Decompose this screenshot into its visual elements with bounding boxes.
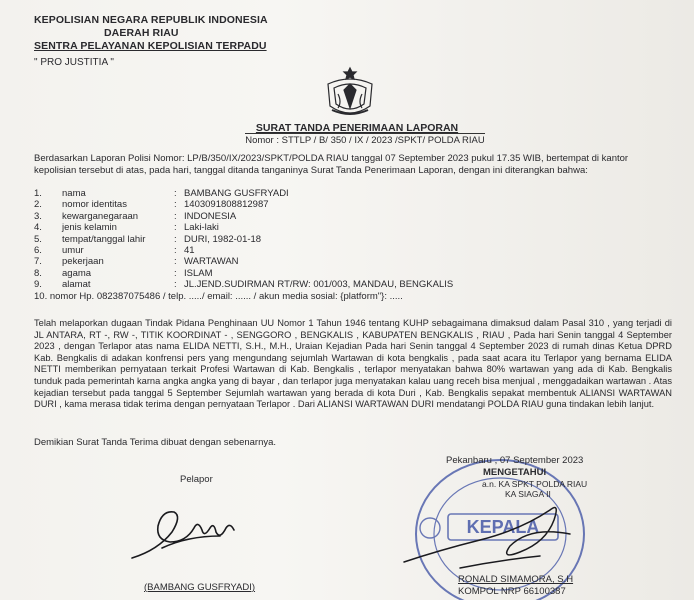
reporter-label: Pelapor <box>180 474 213 485</box>
row-value: ISLAM <box>184 267 213 279</box>
row-number: 7. <box>34 256 42 268</box>
detail-row: 3. kewarganegaraan : INDONESIA <box>34 210 237 222</box>
detail-row: 1. nama : BAMBANG GUSFRYADI <box>34 188 289 199</box>
document-title: SURAT TANDA PENERIMAAN LAPORAN <box>255 122 459 134</box>
row-label: agama <box>62 267 92 279</box>
reporter-details <box>34 188 453 302</box>
detail-row: 4. jenis kelamin : Laki-laki <box>34 222 219 234</box>
row-number: 6. <box>34 245 42 257</box>
reporter-name: (BAMBANG GUSFRYADI) <box>144 582 256 593</box>
detail-row: 8. agama : ISLAM <box>34 267 213 279</box>
letterhead-line-2: DAERAH RIAU <box>104 27 179 39</box>
document-number <box>0 135 694 146</box>
official-position: a.n. KA SPKT POLDA RIAU <box>482 479 588 489</box>
detail-row: 6. umur : 41 <box>34 245 195 257</box>
row-label: nomor identitas <box>62 199 127 211</box>
row-label: pekerjaan <box>62 256 104 268</box>
row-label: nama <box>62 188 86 199</box>
letterhead-line-3: SENTRA PELAYANAN KEPOLISIAN TERPADU <box>34 40 267 52</box>
letterhead-line-1: KEPOLISIAN NEGARA REPUBLIK INDONESIA <box>34 14 268 26</box>
acknowledged-label: MENGETAHUI <box>483 467 547 478</box>
row-value: 1403091808812987 <box>184 199 269 211</box>
detail-row: 5. tempat/tanggal lahir : DURI, 1982-01-18 <box>34 233 262 245</box>
row-value: INDONESIA <box>184 210 237 222</box>
place-date: Pekanbaru , 07 September 2023 <box>446 455 584 466</box>
row-value: WARTAWAN <box>184 256 239 268</box>
row-number: 8. <box>34 267 42 279</box>
intro-paragraph: Berdasarkan Laporan Polisi Nomor: LP/B/350/IX/2023/SPKT/POLDA RIAU tanggal 07 September 2023 pukul 17.35 WIB, bertempat di kantor kepolisian tersebut di atas, pada hari, tanggal ditanda tanganinya Surat Tanda Penerimaan Laporan, dengan ini diterangkan bahwa: <box>34 153 629 176</box>
official-unit: KA SIAGA II <box>505 489 551 499</box>
letterhead <box>34 14 268 53</box>
official-rank-nrp: KOMPOL NRP 66100387 <box>458 586 566 597</box>
detail-row: 7. pekerjaan : WARTAWAN <box>34 256 239 268</box>
row-label: alamat <box>62 279 91 291</box>
document-number-text: Nomor : STTLP / B/ 350 / IX / 2023 /SPKT/ POLDA RIAU <box>245 135 485 146</box>
contact-row <box>34 291 453 302</box>
row-value: Laki-laki <box>184 222 219 234</box>
row-number: 2. <box>34 199 42 211</box>
stamp-text: KEPALA <box>466 517 540 537</box>
row-value: DURI, 1982-01-18 <box>184 233 262 245</box>
row-label: jenis kelamin <box>62 222 117 234</box>
row-value: 41 <box>184 245 195 257</box>
row-label: tempat/tanggal lahir <box>62 233 146 245</box>
pro-justitia: " PRO JUSTITIA " <box>34 57 114 68</box>
row-number: 3. <box>34 210 42 222</box>
official-name: RONALD SIMAMORA, S.H <box>458 574 574 585</box>
report-paragraph: Telah melaporkan dugaan Tindak Pidana Penghinaan UU Nomor 1 Tahun 1946 tentang KUHP sebagaimana dimaksud dalam Pasal 310 , yang terjadi di JL ANTARA, RT -, RW -, TITIK KOORDINAT - , SENGGORO , BENGKALIS , KABUPATEN BENGKALIS , RIAU , Pada hari Senin tanggal 4 September 2023 , dengan Terlapor atas nama ELIDA NETTI, S.H., M.H., Uraian Kejadian Pada hari Senin tanggal 4 September 2023 di rumah dinas Ketua DPRD Kab. Bengkalis di adakan konfrensi pers yang mengundang sejumlah Wartawan di kota bengkalis , pada saat acara itu Terlapor yang bernama ELIDA NETTI memberikan pernyataan terkait Profesi Wartawan di Kab. Bengkalis , terlapor menyatakan bahwa 80% wartawan yang ada di Kab. Bengkalis tunduk pada pemerintah karna angka angka yang di bayar , dan terlapor juga menyatakan kalau uang receh bisa menjual , menggadaikan wartawan . Atas kejadian tersebut pada tanggal 5 September Sejumlah wartawan yang berada di kota Duri , Kab. Bengkalis sepakat membentuk ALIANSI WARTAWAN DURI , kama merasa tidak terima dengan pernyataan Terlapor . Dari ALIANSI WARTAWAN DURI mendatangi POLDA RIAU guna tindakan lebih lanjut. <box>34 318 672 410</box>
row-number: 1. <box>34 188 42 199</box>
row-label: kewarganegaraan <box>62 210 139 222</box>
closing-statement: Demikian Surat Tanda Terima dibuat dengan sebenarnya. <box>34 437 277 448</box>
police-emblem-icon <box>320 66 380 122</box>
reporter-signature-icon <box>128 492 248 572</box>
row-number: 4. <box>34 222 42 234</box>
contact-text: 10. nomor Hp. 082387075486 / telp. ...../ email: ...... / akun media sosial: {platform"}: ..... <box>34 290 403 302</box>
row-value: BAMBANG GUSFRYADI <box>184 188 289 199</box>
row-value: JL.JEND.SUDIRMAN RT/RW: 001/003, MANDAU, BENGKALIS <box>184 279 454 291</box>
row-number: 9. <box>34 279 42 291</box>
detail-row: 2. nomor identitas : 1403091808812987 <box>34 199 269 211</box>
detail-row: 9. alamat : JL.JEND.SUDIRMAN RT/RW: 001/003, MANDAU, BENGKALIS <box>34 279 454 291</box>
row-label: umur <box>62 245 84 257</box>
row-number: 5. <box>34 233 42 245</box>
